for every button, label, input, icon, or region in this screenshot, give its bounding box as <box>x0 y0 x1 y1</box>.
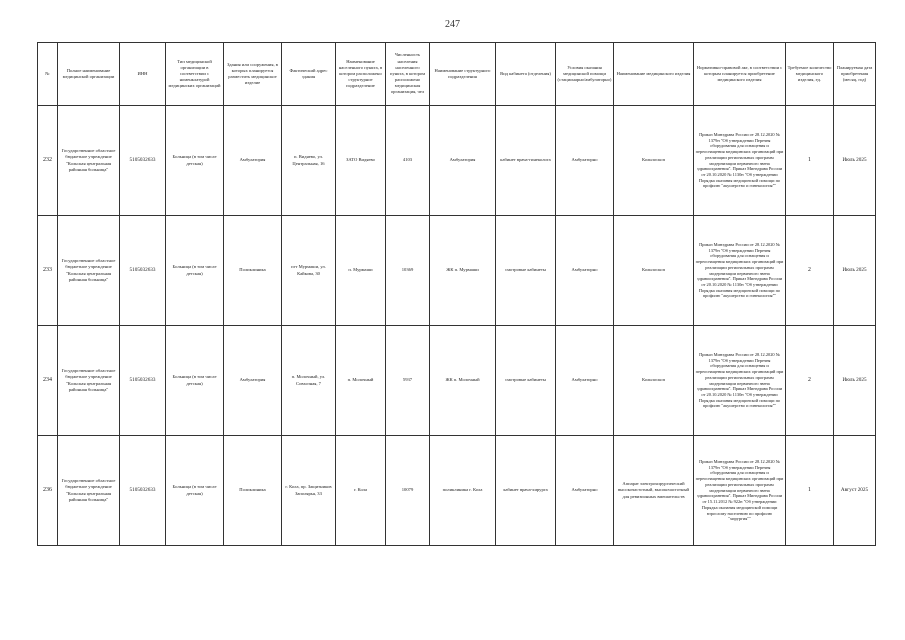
cell-num: 233 <box>38 216 58 326</box>
cell-conditions: Амбулаторно <box>556 216 614 326</box>
column-header: Вид кабинета (отделения) <box>496 43 556 106</box>
cell-device: Кольпоскоп <box>614 326 694 436</box>
cell-building: Поликлиника <box>224 436 282 546</box>
cell-settlement: г. Кола <box>336 436 386 546</box>
cell-conditions: Амбулаторно <box>556 436 614 546</box>
cell-population: 10079 <box>386 436 430 546</box>
cell-org: Государственное областное бюджетное учреждение "Кольская центральная районная больница" <box>58 106 120 216</box>
cell-settlement: ЗАТО Видяево <box>336 106 386 216</box>
cell-conditions: Амбулаторно <box>556 106 614 216</box>
column-header: ИНН <box>120 43 166 106</box>
cell-population: 4103 <box>386 106 430 216</box>
cell-qty: 2 <box>786 216 834 326</box>
column-header: Наименование структурного подразделения <box>430 43 496 106</box>
column-header: Наименование медицинского изделия <box>614 43 694 106</box>
cell-address: п. Видяево, ул. Центральная, 16 <box>282 106 336 216</box>
cell-type: Больница (в том числе детская) <box>166 436 224 546</box>
cell-type: Больница (в том числе детская) <box>166 326 224 436</box>
cell-unit: поликлиника г. Кола <box>430 436 496 546</box>
cell-inn: 5105032633 <box>120 326 166 436</box>
cell-num: 236 <box>38 436 58 546</box>
table-row <box>38 216 876 326</box>
cell-population: 5937 <box>386 326 430 436</box>
cell-population: 10369 <box>386 216 430 326</box>
cell-device: Аппарат электрохирургический высокочастотный, высокочастотный для ревизионных вмешательств <box>614 436 694 546</box>
column-header: Тип медицинской организации в соответствии с номенклатурой медицинских организаций <box>166 43 224 106</box>
cell-building: Амбулатория <box>224 106 282 216</box>
equipment-table <box>37 42 876 546</box>
cell-num: 234 <box>38 326 58 436</box>
column-header: Требуемое количество медицинского изделия, ед. <box>786 43 834 106</box>
cell-date: Июль 2025 <box>834 106 876 216</box>
column-header: Нормативно-правовой акт, в соответствии с которым планируется приобретение медицинского изделия <box>694 43 786 106</box>
cell-unit: Амбулатория <box>430 106 496 216</box>
cell-settlement: п. Молочный <box>336 326 386 436</box>
cell-inn: 5105032633 <box>120 216 166 326</box>
cell-date: Июль 2025 <box>834 326 876 436</box>
column-header: Планируемая дата приобретения (месяц, год) <box>834 43 876 106</box>
column-header: Условия оказания медицинской помощи (стационарно/амбулаторно) <box>556 43 614 106</box>
column-header: Численность населения населенного пункта, в котором расположено медицинская организация, чел <box>386 43 430 106</box>
cell-cabinet: смотровые кабинеты <box>496 326 556 436</box>
column-header: Полное наименование медицинской организации <box>58 43 120 106</box>
column-header: Наименование населенного пункта, в котором расположено структурное подразделение <box>336 43 386 106</box>
cell-building: Амбулатория <box>224 326 282 436</box>
cell-cabinet: смотровые кабинеты <box>496 216 556 326</box>
cell-type: Больница (в том числе детская) <box>166 216 224 326</box>
column-header: Фактический адрес здания <box>282 43 336 106</box>
cell-building: Поликлиника <box>224 216 282 326</box>
cell-device: Кольпоскоп <box>614 216 694 326</box>
cell-settlement: п. Мурмаши <box>336 216 386 326</box>
cell-unit: ЖК п. Мурмаши <box>430 216 496 326</box>
cell-num: 232 <box>38 106 58 216</box>
cell-device: Кольпоскоп <box>614 106 694 216</box>
cell-org: Государственное областное бюджетное учреждение "Кольская центральная районная больница" <box>58 326 120 436</box>
cell-type: Больница (в том числе детская) <box>166 106 224 216</box>
cell-qty: 1 <box>786 106 834 216</box>
cell-cabinet: кабинет врача-хирурга <box>496 436 556 546</box>
table-row <box>38 436 876 546</box>
cell-regulation: Приказ Минздрава России от 28.12.2020 № 1379н "Об утверждении Перечня оборудования для оснащения и переоснащения медицинских организаций при реализации региональных программ модернизации первичного звена здравоохранения". Приказ Минздрава России от 20.10.2020 № 1130н "Об утверждении Порядка оказания медицинской помощи по профилю "акушерство и гинекология"" <box>694 216 786 326</box>
column-header: № <box>38 43 58 106</box>
page-number: 247 <box>445 19 460 30</box>
cell-cabinet: кабинет врача-гинеколога <box>496 106 556 216</box>
cell-regulation: Приказ Минздрава России от 28.12.2020 № 1379н "Об утверждении Перечня оборудования для оснащения и переоснащения медицинских организаций при реализации региональных программ модернизации первичного звена здравоохранения". Приказ Минздрава России от 20.10.2020 № 1130н "Об утверждении Порядка оказания медицинской помощи по профилю "акушерство и гинекология"" <box>694 106 786 216</box>
column-header: Здания или сооружения, в которых планируется разместить медицинское изделие <box>224 43 282 106</box>
cell-org: Государственное областное бюджетное учреждение "Кольская центральная районная больница" <box>58 216 120 326</box>
cell-address: пгт Мурмаши, ул. Кайкова, 30 <box>282 216 336 326</box>
cell-conditions: Амбулаторно <box>556 326 614 436</box>
table-header-row <box>38 43 876 106</box>
cell-date: Июль 2025 <box>834 216 876 326</box>
cell-org: Государственное областное бюджетное учреждение "Кольская центральная районная больница" <box>58 436 120 546</box>
cell-regulation: Приказ Минздрава России от 28.12.2020 № 1379н "Об утверждении Перечня оборудования для оснащения и переоснащения медицинских организаций при реализации региональных программ модернизации первичного звена здравоохранения". Приказ Минздрава России от 15.11.2012 № 922н "Об утверждении Порядка оказания медицинской помощи взрослому населению по профилю "хирургия"" <box>694 436 786 546</box>
cell-inn: 5105032633 <box>120 106 166 216</box>
table-row <box>38 326 876 436</box>
cell-unit: ЖК п. Молочный <box>430 326 496 436</box>
cell-inn: 5105032633 <box>120 436 166 546</box>
cell-qty: 2 <box>786 326 834 436</box>
table-row <box>38 106 876 216</box>
cell-address: г. Кола, пр. Защитников Заполярья, 33 <box>282 436 336 546</box>
cell-qty: 1 <box>786 436 834 546</box>
cell-regulation: Приказ Минздрава России от 28.12.2020 № 1379н "Об утверждении Перечня оборудования для оснащения и переоснащения медицинских организаций при реализации региональных программ модернизации первичного звена здравоохранения". Приказ Минздрава России от 20.10.2020 № 1130н "Об утверждении Порядка оказания медицинской помощи по профилю "акушерство и гинекология"" <box>694 326 786 436</box>
cell-date: Август 2025 <box>834 436 876 546</box>
cell-address: п. Молочный, ул. Совхозная, 7 <box>282 326 336 436</box>
